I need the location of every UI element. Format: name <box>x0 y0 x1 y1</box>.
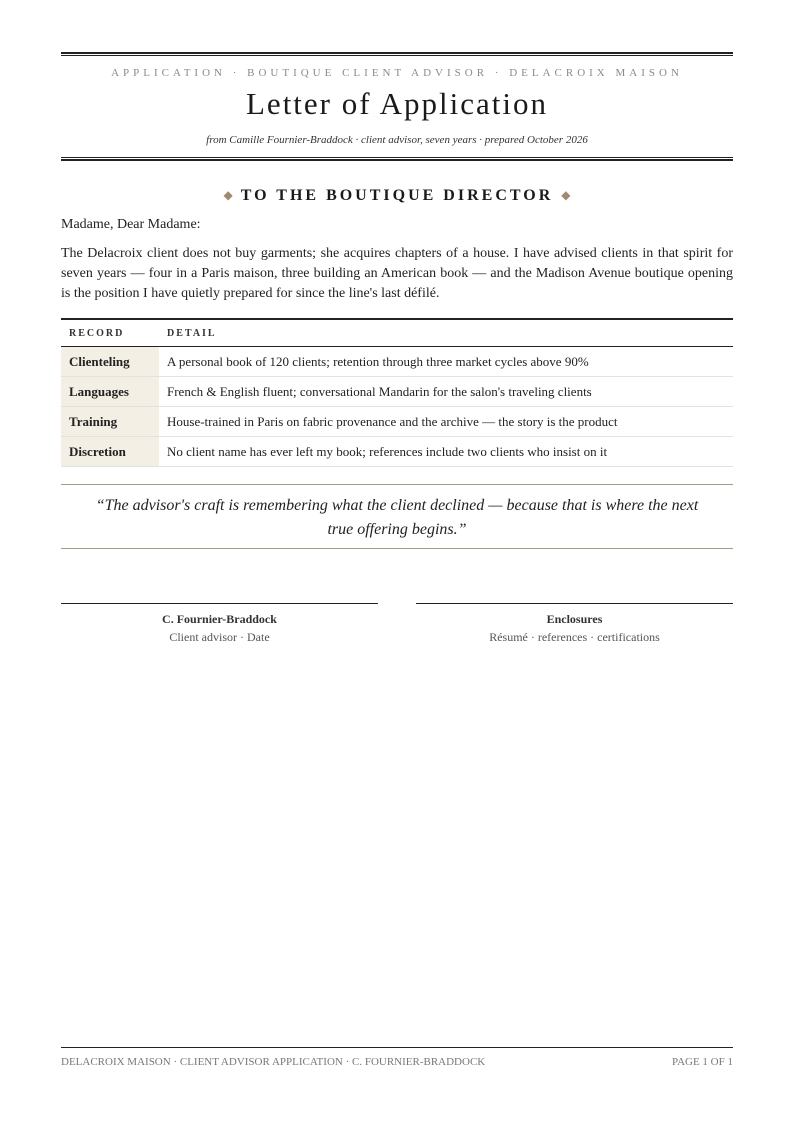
masthead <box>61 52 733 161</box>
pull-quote <box>61 484 733 549</box>
page-title: Letter of Application <box>246 86 548 121</box>
page-number: PAGE 1 OF 1 <box>671 1056 733 1068</box>
section-heading-text: TO THE BOUTIQUE DIRECTOR <box>240 187 554 204</box>
table-row <box>61 377 733 407</box>
enclosures-list: Résumé · references · certifications <box>489 630 660 644</box>
table-row <box>61 407 733 437</box>
table-row <box>61 347 733 377</box>
page-footer <box>61 1047 733 1068</box>
letter-body: The Delacroix client does not buy garments; she acquires chapters of a house. I have advised clients in that spirit for seven years — four in a Paris maison, three building an American book — and the Madison Avenue boutique opening is the position I have quietly prepared for since the line's last défilé. <box>61 246 733 301</box>
salutation: Madame, Dear Madame: <box>61 217 201 232</box>
section-heading <box>61 187 733 205</box>
footer-left: DELACROIX MAISON · CLIENT ADVISOR APPLICATION · C. FOURNIER-BRADDOCK <box>61 1056 486 1068</box>
column-header-detail: DETAIL <box>159 319 733 347</box>
row-detail: House-trained in Paris on fabric provenance and the archive — the story is the product <box>159 407 733 437</box>
signature-block-applicant <box>61 603 378 645</box>
masthead-top-rule <box>61 52 733 56</box>
signature-name: C. Fournier-Braddock <box>162 612 277 626</box>
masthead-bottom-rule <box>61 157 733 161</box>
signature-block-enclosures <box>416 603 733 645</box>
row-detail: French & English fluent; conversational Mandarin for the salon's traveling clients <box>159 377 733 407</box>
kicker: APPLICATION · BOUTIQUE CLIENT ADVISOR · DELACROIX MAISON <box>111 67 683 79</box>
record-table <box>61 318 733 467</box>
table-row <box>61 437 733 467</box>
row-detail: No client name has ever left my book; references include two clients who insist on it <box>159 437 733 467</box>
table-header-row <box>61 319 733 347</box>
pull-quote-text: “The advisor's craft is remembering what the client declined — because that is where the next true offering begins.” <box>95 497 699 538</box>
diamond-icon: ◆ <box>561 188 571 202</box>
enclosures-title: Enclosures <box>546 612 603 626</box>
row-label: Languages <box>61 377 159 407</box>
column-header-record: RECORD <box>61 319 159 347</box>
signature-caption: Client advisor · Date <box>169 630 270 644</box>
row-label: Clienteling <box>61 347 159 377</box>
row-detail: A personal book of 120 clients; retention through three market cycles above 90% <box>159 347 733 377</box>
row-label: Discretion <box>61 437 159 467</box>
byline: from Camille Fournier-Braddock · client advisor, seven years · prepared October 2026 <box>206 134 588 146</box>
row-label: Training <box>61 407 159 437</box>
diamond-icon: ◆ <box>223 188 233 202</box>
